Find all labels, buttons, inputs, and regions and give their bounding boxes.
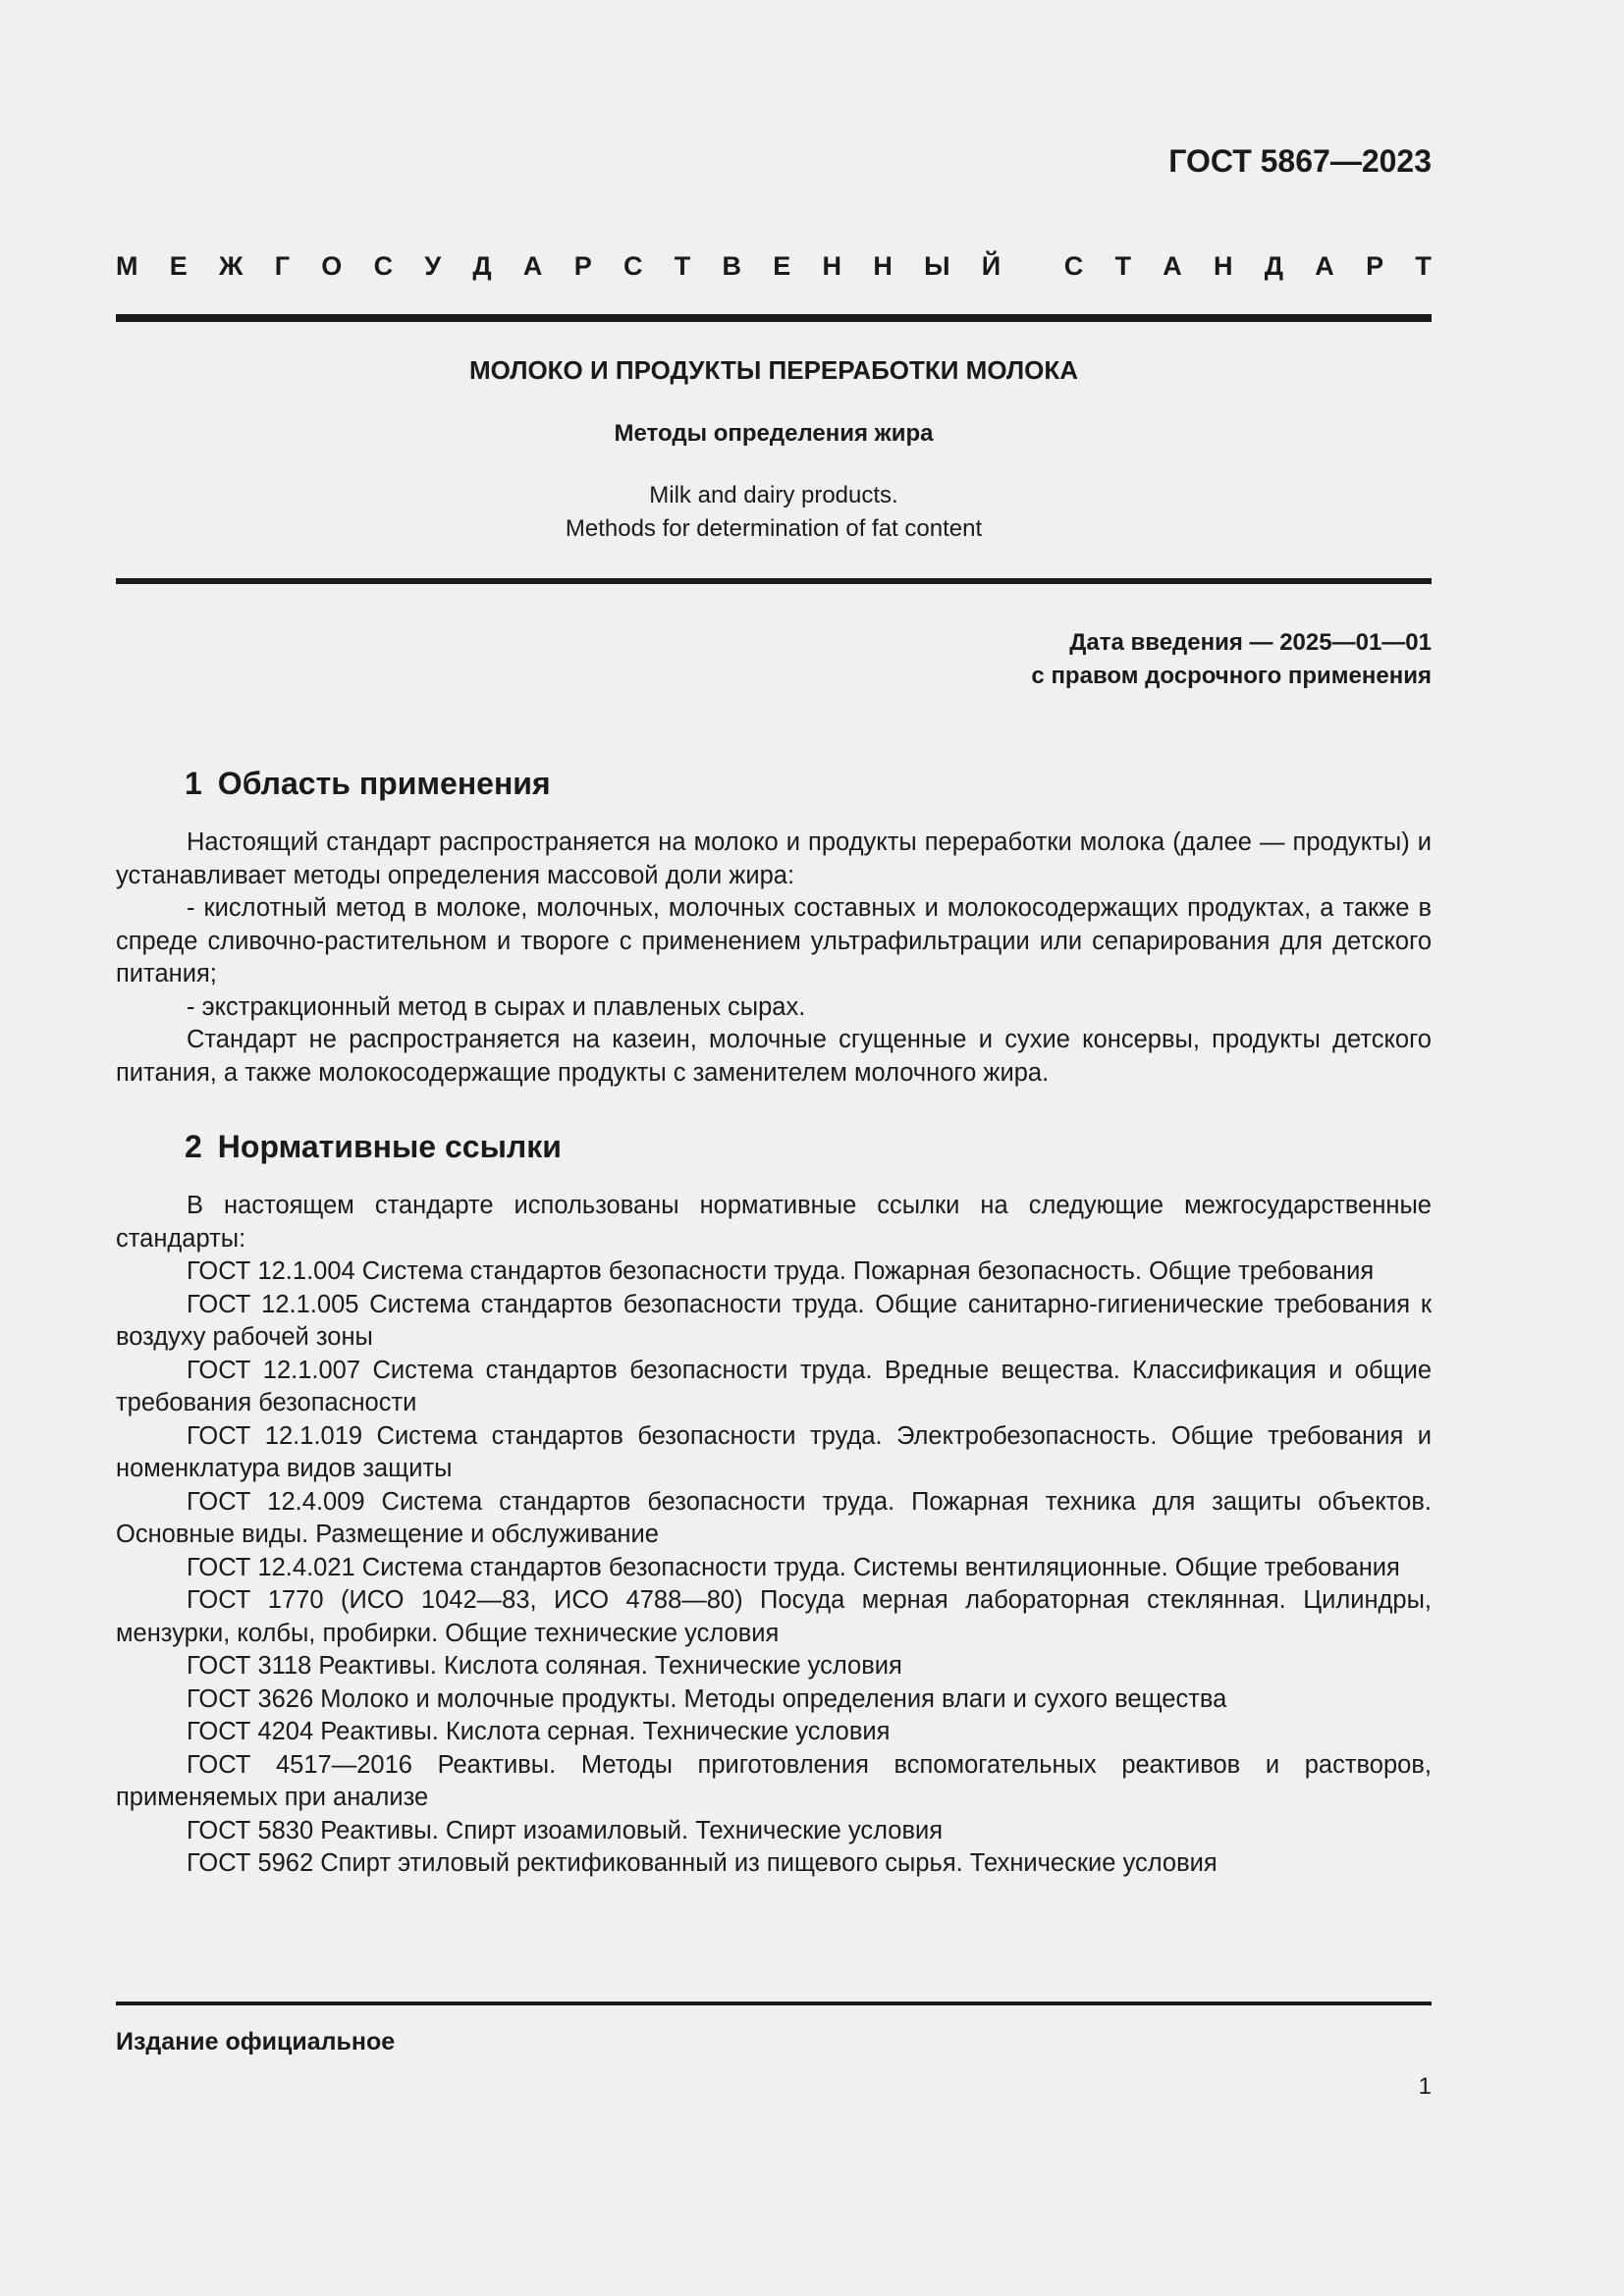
banner-letter: Н (822, 251, 842, 281)
banner-letter: Ж (219, 251, 244, 281)
reference-item: ГОСТ 12.4.009 Система стандартов безопасности труда. Пожарная техника для защиты объектов. Основные виды. Размещение и обслуживание (116, 1487, 1432, 1548)
section-number: 1 (185, 766, 202, 801)
banner-letter: Д (1264, 251, 1284, 281)
banner-letter: Н (873, 251, 893, 281)
section-body-scope (116, 827, 1432, 1090)
section-body-references (116, 1190, 1432, 1881)
banner-letter: Е (169, 251, 188, 281)
section-title: Нормативные ссылки (217, 1129, 562, 1164)
reference-item: ГОСТ 12.1.007 Система стандартов безопасности труда. Вредные вещества. Классификация и общие требования безопасности (116, 1356, 1432, 1416)
reference-item: ГОСТ 12.4.021 Система стандартов безопасности труда. Системы вентиляционные. Общие требования (187, 1553, 1400, 1581)
reference-item: ГОСТ 5962 Спирт этиловый ректификованный из пищевого сырья. Технические условия (187, 1849, 1218, 1877)
banner-letter: А (522, 251, 543, 281)
reference-item: ГОСТ 4517—2016 Реактивы. Методы приготовления вспомогательных реактивов и растворов, применяемых при анализе (116, 1750, 1432, 1811)
standard-type-banner (116, 251, 1432, 282)
list-item: - экстракционный метод в сырах и плавленых сырах. (187, 992, 806, 1021)
banner-letter: А (1163, 251, 1182, 281)
english-title-line: Methods for determination of fat content (565, 515, 983, 542)
english-title-line: Milk and dairy products. (649, 482, 898, 508)
footer-divider (116, 2002, 1432, 2005)
reference-item: ГОСТ 12.1.019 Система стандартов безопасности труда. Электробезопасность. Общие требования и номенклатура видов защиты (116, 1421, 1432, 1482)
paragraph: В настоящем стандарте использованы нормативные ссылки на следующие межгосударственные стандарты: (116, 1192, 1432, 1253)
list-item: - кислотный метод в молоке, молочных, молочных составных и молокосодержащих продуктах, а также в спреде сливочно-растительном и твороге с применением ультрафильтрации или сепарирования для детского питания; (116, 894, 1432, 988)
section-title: Область применения (217, 766, 551, 801)
reference-item: ГОСТ 5830 Реактивы. Спирт изоамиловый. Технические условия (187, 1816, 944, 1844)
reference-item: ГОСТ 12.1.004 Система стандартов безопасности труда. Пожарная безопасность. Общие требования (187, 1257, 1375, 1285)
page-number: 1 (1418, 2073, 1432, 2100)
banner-letter: С (1063, 251, 1084, 281)
banner-letter: Р (573, 251, 592, 281)
reference-item: ГОСТ 4204 Реактивы. Кислота серная. Технические условия (187, 1718, 891, 1745)
banner-letter: Т (674, 251, 691, 281)
reference-item: ГОСТ 3118 Реактивы. Кислота соляная. Технические условия (187, 1652, 902, 1680)
title-divider (116, 578, 1432, 584)
document-page (116, 0, 1432, 2296)
reference-item: ГОСТ 1770 (ИСО 1042—83, ИСО 4788—80) Посуда мерная лабораторная стеклянная. Цилиндры, мензурки, колбы, пробирки. Общие технические условия (116, 1586, 1432, 1647)
banner-letter: Т (1415, 251, 1432, 281)
banner-letter: С (373, 251, 394, 281)
header-divider (116, 314, 1432, 322)
introduction-date (1031, 626, 1432, 693)
banner-letter: В (722, 251, 741, 281)
banner-letter: С (623, 251, 643, 281)
banner-letter: У (424, 251, 442, 281)
banner-letter: А (1315, 251, 1334, 281)
early-application-line: с правом досрочного применения (1031, 663, 1432, 689)
document-title: МОЛОКО И ПРОДУКТЫ ПЕРЕРАБОТКИ МОЛОКА (468, 355, 1079, 385)
banner-letter: Р (1366, 251, 1384, 281)
section-heading-scope (185, 766, 551, 802)
paragraph: Стандарт не распространяется на казеин, молочные сгущенные и сухие консервы, продукты детского питания, а также молокосодержащие продукты с заменителем молочного жира. (116, 1026, 1432, 1087)
paragraph: Настоящий стандарт распространяется на молоко и продукты переработки молока (далее — продукты) и устанавливает методы определения массовой доли жира: (116, 828, 1432, 889)
banner-letter: Г (274, 251, 291, 281)
publication-note: Издание официальное (116, 2028, 396, 2056)
banner-letter: Ы (924, 251, 950, 281)
english-title (116, 479, 1432, 546)
banner-letter: Д (472, 251, 492, 281)
banner-letter: М (116, 251, 138, 281)
banner-letter: Й (981, 251, 1001, 281)
introduction-date-line: Дата введения — 2025—01—01 (1069, 629, 1432, 656)
reference-item: ГОСТ 12.1.005 Система стандартов безопасности труда. Общие санитарно-гигиенические требования к воздуху рабочей зоны (116, 1290, 1432, 1351)
banner-letter: Н (1214, 251, 1233, 281)
section-heading-references (185, 1129, 562, 1165)
banner-letter: Е (773, 251, 791, 281)
banner-letter: О (321, 251, 343, 281)
reference-item: ГОСТ 3626 Молоко и молочные продукты. Методы определения влаги и сухого вещества (187, 1684, 1227, 1713)
document-number: ГОСТ 5867—2023 (1168, 143, 1432, 179)
banner-letter: Т (1114, 251, 1131, 281)
section-number: 2 (185, 1129, 202, 1164)
document-subtitle: Методы определения жира (614, 420, 934, 447)
